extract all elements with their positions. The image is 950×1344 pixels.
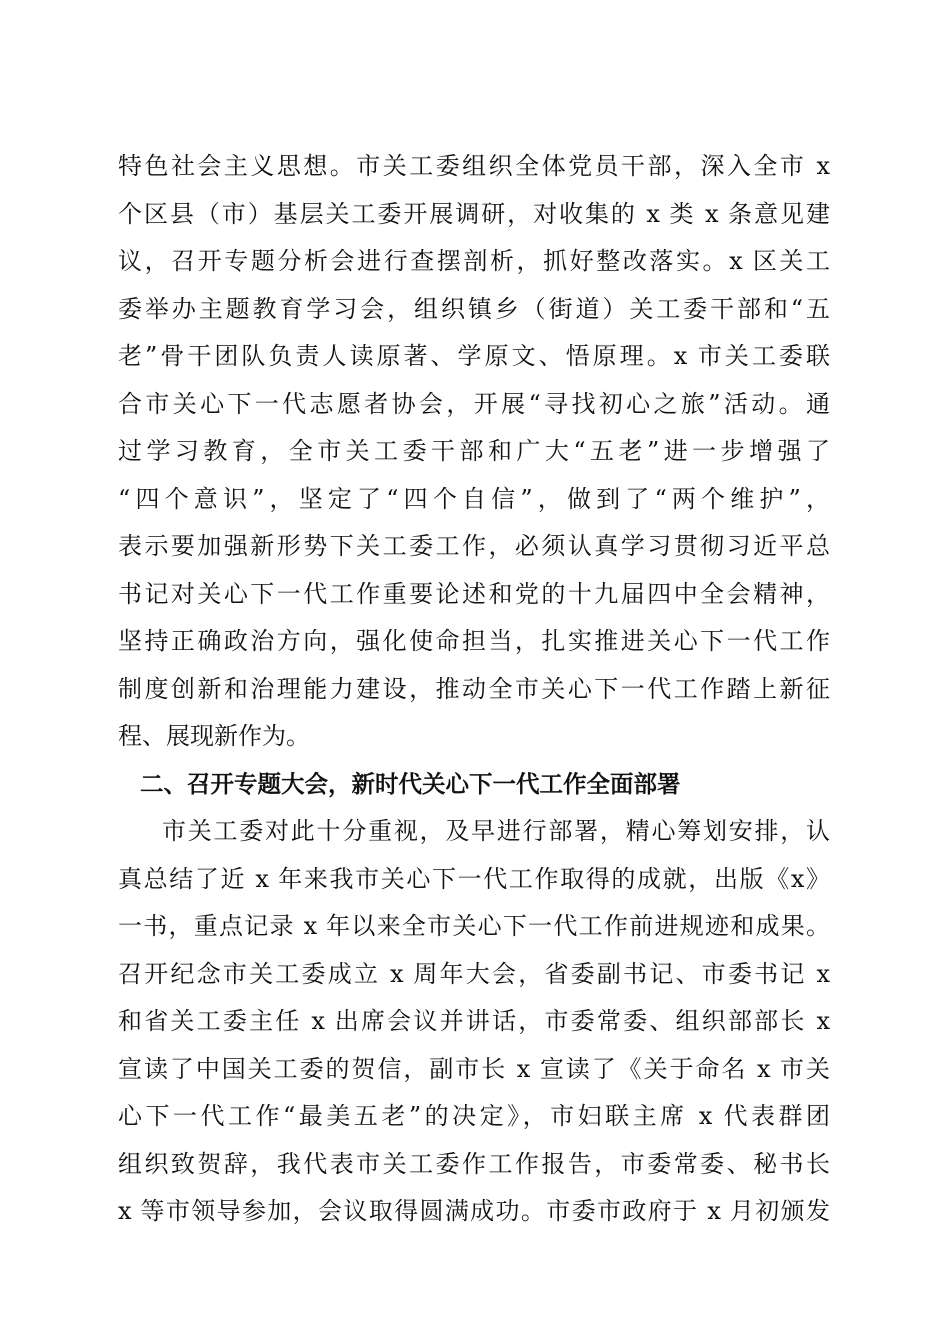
paragraph-line: 组织致贺辞，我代表市关工委作工作报告，市委常委、秘书长	[118, 1149, 830, 1178]
paragraph-line: x 等市领导参加，会议取得圆满成功。市委市政府于 x 月初颁发	[118, 1197, 830, 1225]
paragraph-line: 真总结了近 x 年来我市关心下一代工作取得的成就，出版《x》	[118, 864, 830, 893]
paragraph-line: 坚持正确政治方向，强化使命担当，扎实推进关心下一代工作	[118, 627, 830, 655]
paragraph-line: 召开纪念市关工委成立 x 周年大会，省委副书记、市委书记 x	[118, 959, 830, 988]
paragraph-line: 合市关心下一代志愿者协会，开展“寻找初心之旅”活动。通	[118, 389, 830, 418]
paragraph-line: 老”骨干团队负责人读原著、学原文、悟原理。x 市关工委联	[118, 342, 830, 370]
paragraph-line: 宣读了中国关工委的贺信，副市长 x 宣读了《关于命名 x 市关	[118, 1054, 830, 1083]
section-heading: 二、召开专题大会，新时代关心下一代工作全面部署	[140, 769, 681, 798]
paragraph-line: 过学习教育，全市关工委干部和广大“五老”进一步增强了	[118, 437, 830, 465]
paragraph-line: 市关工委对此十分重视，及早进行部署，精心筹划安排，认	[162, 817, 830, 845]
paragraph-line: 和省关工委主任 x 出席会议并讲话，市委常委、组织部部长 x	[118, 1007, 830, 1035]
paragraph-line: 表示要加强新形势下关工委工作，必须认真学习贯彻习近平总	[118, 532, 830, 560]
paragraph-line: “四个意识”，坚定了“四个自信”，做到了“两个维护”，	[118, 484, 830, 513]
paragraph-line: 特色社会主义思想。市关工委组织全体党员干部，深入全市 x	[118, 152, 830, 180]
paragraph-line: 委举办主题教育学习会，组织镇乡（街道）关工委干部和“五	[118, 294, 830, 323]
body-text	[118, 143, 830, 1236]
paragraph-line: 制度创新和治理能力建设，推动全市关心下一代工作踏上新征	[118, 674, 830, 703]
paragraph-line: 个区县（市）基层关工委开展调研，对收集的 x 类 x 条意见建	[118, 199, 830, 228]
paragraph-line: 议，召开专题分析会进行查摆剖析，抓好整改落实。x 区关工	[118, 247, 830, 275]
paragraph-line: 程、展现新作为。	[118, 722, 310, 750]
paragraph-line: 一书，重点记录 x 年以来全市关心下一代工作前进规迹和成果。	[118, 912, 830, 940]
paragraph-line: 心下一代工作“最美五老”的决定》，市妇联主席 x 代表群团	[118, 1102, 830, 1130]
paragraph-line: 书记对关心下一代工作重要论述和党的十九届四中全会精神，	[118, 579, 830, 608]
